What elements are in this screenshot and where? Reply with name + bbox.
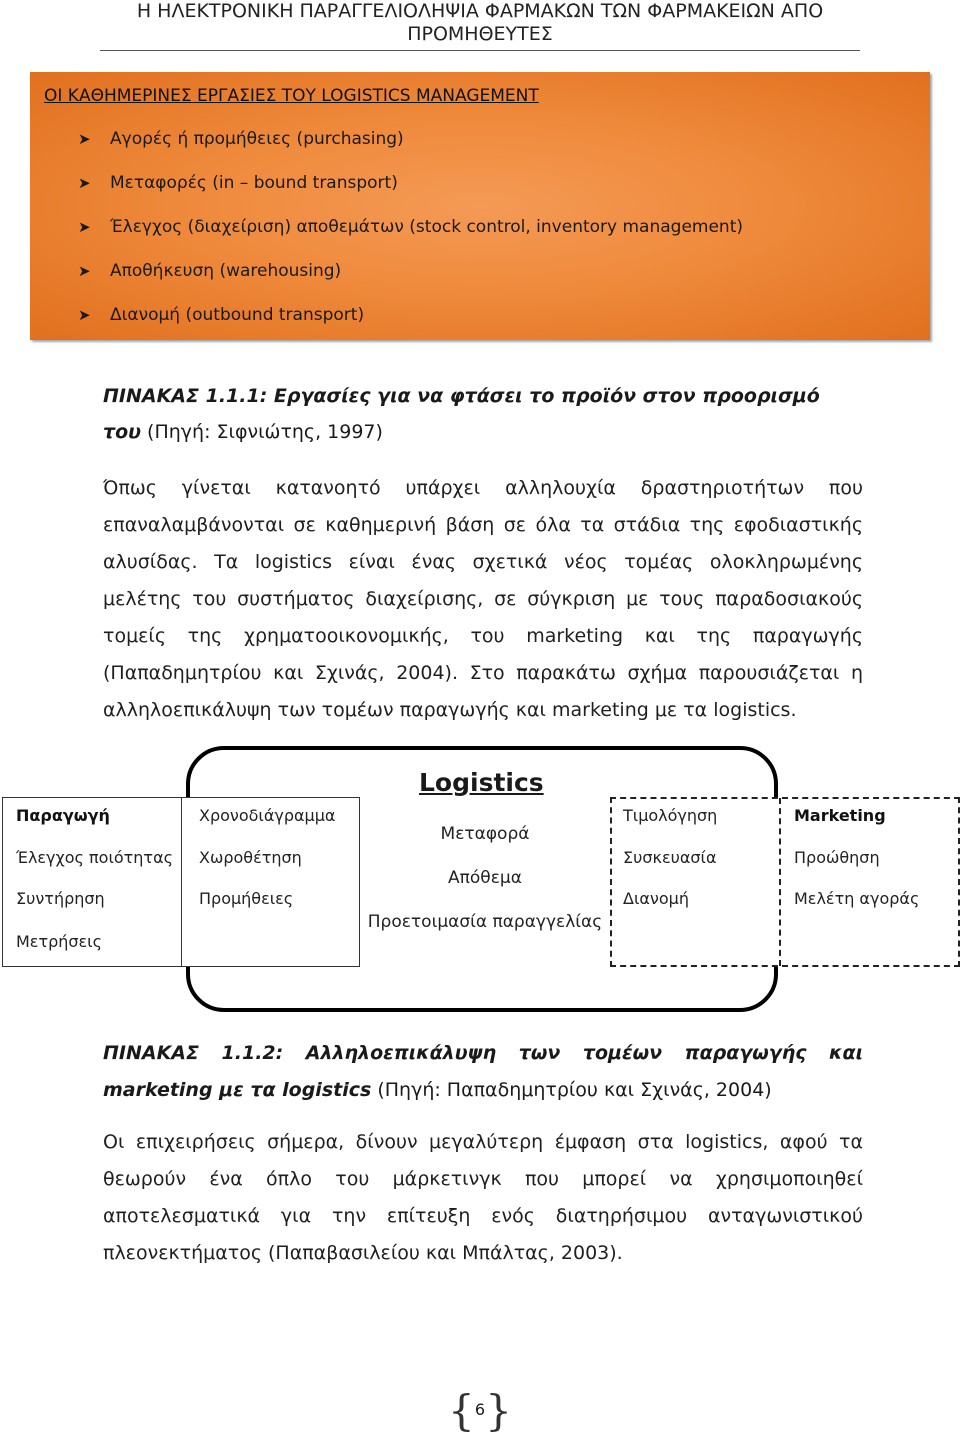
logistics-title: Logistics — [415, 768, 548, 797]
marketing-item: Μελέτη αγοράς — [794, 889, 920, 908]
marketing-item: Προώθηση — [794, 848, 880, 867]
overlap-left-item: Χρονοδιάγραμμα — [199, 806, 336, 825]
logistics-item: Απόθεμα — [448, 868, 522, 888]
overlap-right-item: Τιμολόγηση — [623, 806, 718, 825]
header-line-2: ΠΡΟΜΗΘΕΥΤΕΣ — [407, 23, 553, 45]
list-item-text: Αγορές ή προμήθειες (purchasing) — [110, 129, 404, 149]
arrow-bullet-icon: ➤ — [78, 262, 91, 280]
overlap-left-item: Προμήθειες — [199, 889, 294, 908]
left-brace-icon: { — [448, 1386, 475, 1435]
logistics-item: Μεταφορά — [440, 824, 530, 844]
overlap-right-item: Συσκευασία — [623, 848, 717, 867]
daily-tasks-list — [78, 126, 743, 346]
list-item-text: Έλεγχος (διαχείριση) αποθεμάτων (stock control, inventory management) — [110, 217, 744, 237]
table-caption-2 — [103, 1035, 863, 1109]
production-item: Μετρήσεις — [16, 932, 102, 951]
overlap-right-item: Διανομή — [623, 889, 689, 908]
production-item: Συντήρηση — [16, 889, 105, 908]
overlap-left-item: Χωροθέτηση — [199, 848, 302, 867]
caption-2-source: (Πηγή: Παπαδημητρίου και Σχινάς, 2004) — [371, 1079, 772, 1101]
list-item — [78, 302, 743, 346]
list-item-text: Μεταφορές (in – bound transport) — [110, 173, 398, 193]
list-item-text: Διανομή (outbound transport) — [110, 305, 365, 325]
production-overlap-divider — [181, 798, 182, 966]
arrow-bullet-icon: ➤ — [78, 306, 91, 324]
body-paragraph-2: Οι επιχειρήσεις σήμερα, δίνουν μεγαλύτερη έμφαση στα logistics, αφού τα θεωρούν ένα όπλο του μάρκετινγκ που μπορεί να χρησιμοποιηθεί αποτελεσματικά για την επίτευξη ενός διατηρήσιμου ανταγωνιστικού πλεονεκτήματος (Παπαβασιλείου και Μπάλτας, 2003). — [103, 1131, 863, 1264]
arrow-bullet-icon: ➤ — [78, 130, 91, 148]
arrow-bullet-icon: ➤ — [78, 174, 91, 192]
arrow-bullet-icon: ➤ — [78, 218, 91, 236]
list-item — [78, 258, 743, 302]
list-item — [78, 170, 743, 214]
header-line-1: Η ΗΛΕΚΤΡΟΝΙΚΗ ΠΑΡΑΓΓΕΛΙΟΛΗΨΙΑ ΦΑΡΜΑΚΩΝ ΤΩΝ ΦΑΡΜΑΚΕΙΩΝ ΑΠΟ — [136, 0, 824, 22]
daily-tasks-title: ΟΙ ΚΑΘΗΜΕΡΙΝΕΣ ΕΡΓΑΣΙΕΣ ΤΟΥ LOGISTICS MANAGEMENT — [44, 86, 539, 106]
marketing-title: Marketing — [794, 806, 886, 825]
logistics-item: Προετοιμασία παραγγελίας — [367, 912, 603, 932]
caption-1-title: ΠΙΝΑΚΑΣ 1.1.1: Εργασίες για να φτάσει το προϊόν στον προορισμό του — [103, 385, 820, 443]
page-number-value: 6 — [474, 1400, 486, 1419]
list-item-text: Αποθήκευση (warehousing) — [110, 261, 342, 281]
right-brace-icon: } — [485, 1386, 512, 1435]
body-paragraph-1: Όπως γίνεται κατανοητό υπάρχει αλληλουχία δραστηριοτήτων που επαναλαμβάνονται σε καθημερινή βάση σε όλα τα στάδια της εφοδιαστικής αλυσίδας. Τα logistics είναι ένας σχετικά νέος τομέας ολοκληρωμένης μελέτης του συστήματος διαχείρισης, σε σύγκριση με τους παραδοσιακούς τομείς της χρηματοοικονομικής, του marketing και της παραγωγής (Παπαδημητρίου και Σχινάς, 2004). Στο παρακάτω σχήμα παρουσιάζεται η αλληλοεπικάλυψη των τομέων παραγωγής και marketing με τα logistics. — [103, 477, 863, 721]
header-divider — [100, 50, 860, 51]
running-header — [0, 0, 960, 46]
production-item: Έλεγχος ποιότητας — [16, 848, 173, 867]
marketing-overlap-divider — [779, 798, 781, 966]
caption-2-title: ΠΙΝΑΚΑΣ 1.1.2: Αλληλοεπικάλυψη των τομέων παραγωγής και marketing με τα logistics — [103, 1042, 863, 1101]
caption-1-source: (Πηγή: Σιφνιώτης, 1997) — [141, 421, 383, 443]
list-item — [78, 214, 743, 258]
list-item — [78, 126, 743, 170]
page-number — [448, 1388, 512, 1434]
production-title: Παραγωγή — [16, 806, 110, 825]
table-caption-1 — [103, 378, 863, 450]
